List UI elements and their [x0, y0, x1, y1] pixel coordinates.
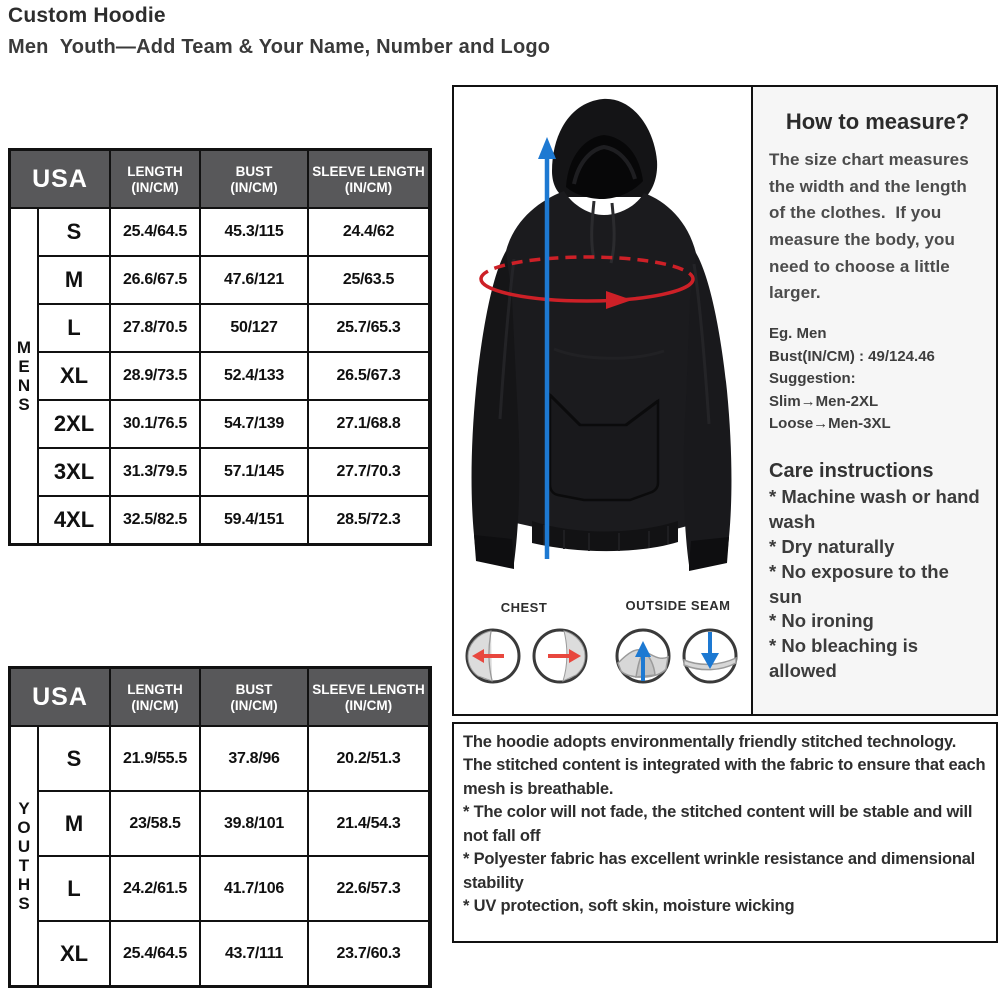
fabric-info-bullet: * UV protection, soft skin, moisture wicking — [463, 896, 795, 915]
group-side-label: M E N S — [11, 209, 37, 543]
chest-arrow-left-icon — [464, 627, 522, 685]
outside-seam-label: OUTSIDE SEAM — [625, 598, 731, 613]
measurement-value-cell: 24.2/61.5 — [111, 857, 199, 920]
size-cell: 3XL — [39, 449, 109, 495]
page-title: Custom Hoodie — [8, 4, 166, 27]
size-cell: 2XL — [39, 401, 109, 447]
measurement-value-cell: 25.4/64.5 — [111, 209, 199, 255]
size-cell: L — [39, 857, 109, 920]
group-side-label: Y O U T H S — [11, 727, 37, 985]
chest-measure-icons — [464, 627, 589, 685]
measurement-value-cell: 24.4/62 — [309, 209, 428, 255]
measurement-value-cell: 25/63.5 — [309, 257, 428, 303]
measurement-value-cell: 37.8/96 — [201, 727, 307, 790]
care-instructions-list — [769, 485, 986, 685]
measurement-value-cell: 27.7/70.3 — [309, 449, 428, 495]
care-instructions-heading: Care instructions — [769, 459, 934, 482]
measurement-value-cell: 32.5/82.5 — [111, 497, 199, 543]
column-header-cell: SLEEVE LENGTH (IN/CM) — [309, 151, 428, 207]
size-cell: XL — [39, 922, 109, 985]
measurement-value-cell: 23/58.5 — [111, 792, 199, 855]
sizing-example-line: Slim→Men-2XL — [769, 392, 879, 410]
measurement-value-cell: 59.4/151 — [201, 497, 307, 543]
how-to-measure-heading: How to measure? — [785, 109, 970, 134]
measurement-value-cell: 22.6/57.3 — [309, 857, 428, 920]
measurement-value-cell: 27.8/70.5 — [111, 305, 199, 351]
hoodie-image — [454, 89, 753, 594]
chest-arrow-right-icon — [531, 627, 589, 685]
chest-label: CHEST — [500, 600, 548, 615]
measurement-value-cell: 26.5/67.3 — [309, 353, 428, 399]
how-to-measure-body: The size chart measures the width and the length of the clothes. If you measure the body, you need to choose a little larger. — [769, 150, 974, 303]
sizing-example-line: Eg. Men — [769, 325, 827, 343]
youths-size-chart-table — [8, 666, 432, 988]
mens-size-chart-table — [8, 148, 432, 546]
usa-header-cell: USA — [11, 669, 109, 725]
measurement-value-cell: 45.3/115 — [201, 209, 307, 255]
measurement-value-cell: 21.4/54.3 — [309, 792, 428, 855]
measurement-value-cell: 28.9/73.5 — [111, 353, 199, 399]
sizing-example-block — [769, 323, 986, 436]
measurement-value-cell: 39.8/101 — [201, 792, 307, 855]
fabric-info-bullet: * Polyester fabric has excellent wrinkle resistance and dimensional stability — [463, 850, 976, 892]
measurement-value-cell: 43.7/111 — [201, 922, 307, 985]
sizing-example-line: Suggestion: — [769, 370, 856, 388]
column-header-cell: SLEEVE LENGTH (IN/CM) — [309, 669, 428, 725]
hoodie-diagram-panel — [454, 87, 753, 714]
measurement-value-cell: 57.1/145 — [201, 449, 307, 495]
fabric-info-bullet: * The color will not fade, the stitched content will be stable and will not fall off — [463, 803, 973, 845]
sizing-example-line: Loose→Men-3XL — [769, 415, 891, 433]
fabric-info-box — [452, 722, 998, 943]
care-instructions-block — [769, 460, 986, 685]
size-cell: L — [39, 305, 109, 351]
seam-arrow-up-icon — [614, 627, 672, 685]
size-cell: S — [39, 209, 109, 255]
care-instruction-item: * No bleaching is allowed — [769, 635, 919, 682]
fabric-info-bullets — [463, 801, 987, 918]
column-header-cell: BUST (IN/CM) — [201, 151, 307, 207]
measurement-value-cell: 54.7/139 — [201, 401, 307, 447]
page-subtitle: Men Youth—Add Team & Your Name, Number and Logo — [8, 36, 551, 58]
measurement-value-cell: 25.4/64.5 — [111, 922, 199, 985]
measurement-value-cell: 50/127 — [201, 305, 307, 351]
how-to-measure-panel — [753, 87, 996, 714]
column-header-cell: BUST (IN/CM) — [201, 669, 307, 725]
sizing-example-line: Bust(IN/CM) : 49/124.46 — [769, 347, 935, 365]
column-header-cell: LENGTH (IN/CM) — [111, 151, 199, 207]
measurement-value-cell: 30.1/76.5 — [111, 401, 199, 447]
care-instruction-item: * Machine wash or hand wash — [769, 485, 980, 532]
measurement-value-cell: 31.3/79.5 — [111, 449, 199, 495]
measurement-value-cell: 25.7/65.3 — [309, 305, 428, 351]
size-cell: S — [39, 727, 109, 790]
measure-section — [452, 85, 998, 716]
measurement-value-cell: 27.1/68.8 — [309, 401, 428, 447]
measurement-value-cell: 21.9/55.5 — [111, 727, 199, 790]
measurement-value-cell: 52.4/133 — [201, 353, 307, 399]
measurement-value-cell: 26.6/67.5 — [111, 257, 199, 303]
fabric-info-intro: The hoodie adopts environmentally friendly stitched technology. The stitched content is integrated with the fabric to ensure that each mesh is breathable. — [463, 733, 986, 798]
size-cell: XL — [39, 353, 109, 399]
seam-arrow-down-icon — [681, 627, 739, 685]
outside-seam-icons — [614, 627, 739, 685]
column-header-cell: LENGTH (IN/CM) — [111, 669, 199, 725]
measurement-value-cell: 47.6/121 — [201, 257, 307, 303]
usa-header-cell: USA — [11, 151, 109, 207]
care-instruction-item: * No exposure to the sun — [769, 560, 949, 607]
care-instruction-item: * Dry naturally — [769, 535, 895, 557]
size-cell: M — [39, 792, 109, 855]
measurement-value-cell: 41.7/106 — [201, 857, 307, 920]
measurement-value-cell: 20.2/51.3 — [309, 727, 428, 790]
measurement-value-cell: 23.7/60.3 — [309, 922, 428, 985]
care-instruction-item: * No ironing — [769, 610, 874, 632]
measurement-value-cell: 28.5/72.3 — [309, 497, 428, 543]
size-cell: M — [39, 257, 109, 303]
size-cell: 4XL — [39, 497, 109, 543]
